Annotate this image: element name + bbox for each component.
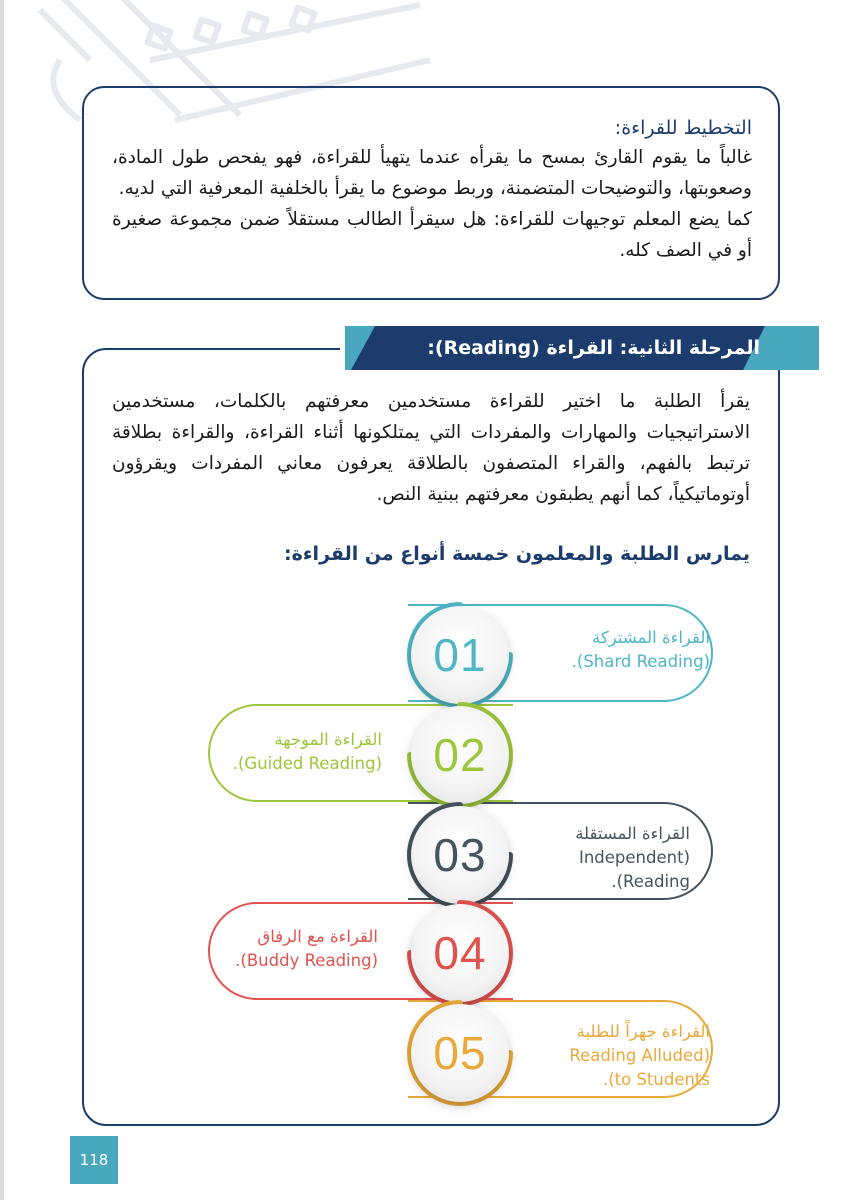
reading-type-1-label: [520, 626, 710, 674]
reading-type-4-english: (Buddy Reading).: [235, 951, 378, 970]
reading-type-3-label: [520, 822, 690, 894]
reading-type-4-label: [200, 925, 378, 973]
reading-phase-paragraph: يقرأ الطلبة ما اختير للقراءة مستخدمين معرفتهم بالكلمات، مستخدمين الاستراتيجيات والمهارات والمفردات التي يمتلكونها أثناء القراءة، والقراءة بطلاقة ترتبط بالفهم، والقراء المتصفون بالطلاقة يعرفون معاني المفردات ويقرؤون أوتوماتيكياً، كما أنهم يطبقون معرفتهم ببنية النص.: [112, 391, 750, 505]
reading-type-5-arabic: القراءة جهراً للطلبة: [576, 1022, 710, 1041]
number-label-1: 01: [433, 629, 487, 681]
reading-type-2-english: (Guided Reading).: [232, 754, 382, 773]
reading-type-1-english: (Shard Reading).: [571, 652, 710, 671]
reading-type-5-english-2: to Students).: [602, 1070, 710, 1089]
reading-type-1-arabic: القراءة المشتركة: [592, 628, 710, 647]
number-label-4: 04: [433, 927, 487, 979]
reading-type-5-label: [520, 1020, 710, 1092]
reading-type-3-english-2: Reading).: [611, 872, 690, 891]
reading-type-4-arabic: القراءة مع الرفاق: [257, 927, 378, 946]
page-edge: [0, 0, 4, 1200]
number-label-3: 03: [433, 829, 487, 881]
phase-title: المرحلة الثانية: القراءة (Reading):: [427, 337, 760, 359]
reading-type-2-arabic: القراءة الموجهة: [274, 730, 382, 749]
teacher-guidance-paragraph: كما يضع المعلم توجيهات للقراءة: هل سيقرأ الطالب مستقلاً ضمن مجموعة صغيرة أو في الصف كله.: [112, 209, 752, 261]
number-label-5: 05: [433, 1027, 487, 1079]
reading-type-5-english-1: (Reading Alluded: [569, 1046, 710, 1065]
planning-section: [82, 86, 780, 300]
number-label-2: 02: [433, 729, 487, 781]
planning-paragraph: غالباً ما يقوم القارئ بمسح ما يقرأه عندما يتهيأ للقراءة، فهو يفحص طول المادة، وصعوبتها، والتوضيحات المتضمنة، وربط موضوع ما يقرأ بالخلفية المعرفية التي لديه.: [112, 147, 752, 199]
reading-types-heading: يمارس الطلبة والمعلمون خمسة أنواع من القراءة:: [284, 543, 750, 565]
page-number: 118: [70, 1136, 118, 1184]
planning-heading: التخطيط للقراءة:: [614, 117, 752, 139]
reading-type-3-arabic: القراءة المستقلة: [575, 824, 690, 843]
reading-type-2-label: [200, 728, 382, 776]
reading-type-3-english-1: (Independent: [578, 848, 690, 867]
